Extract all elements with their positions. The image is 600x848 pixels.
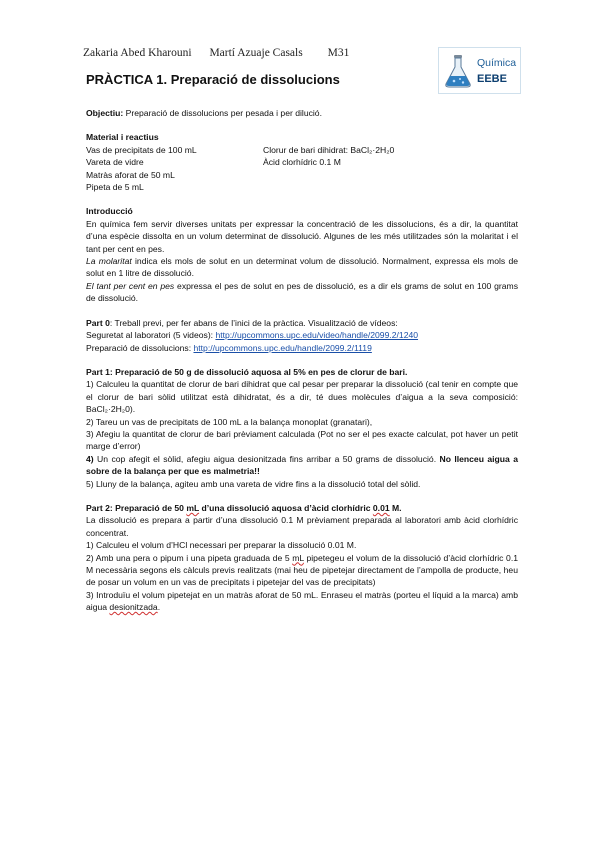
part2-step-2: 2) Amb una pera o pipum i una pipeta graduada de 5 mL pipetegeu el volum de la dissolució d’àcid clorhídric 0.1 M necessària segons els càlculs previs realitzats (mai heu de pipetejar directament de l’ampolla de producte, heu de posar un volum en un vas de precipitats i pipetejar del vas de precipitats) [86, 552, 519, 588]
part1-step-3: 3) Afegiu la quantitat de clorur de bari prèviament calculada (Pot no ser el pes exacte calculat, pot haver un petit marge d’error) [86, 428, 518, 452]
part1-heading: Part 1: Preparació de 50 g de dissolució aquosa al 5% en pes de clorur de bari. [86, 366, 408, 377]
part0-heading: Part 0: Treball previ, per fer abans de l’inici de la pràctica. Visualització de vídeos: [86, 317, 398, 328]
logo-text-eebe: EEBE [477, 73, 507, 85]
intro-heading: Introducció [86, 206, 133, 217]
intro-paragraph-1: En química fem servir diverses unitats per expressar la concentració de les dissolucions, és a dir, la quantitat d’una espècie dissolta en un volum determinat de dissolució. Algunes de les més utilitzades són la molaritat i el tant per cent en pes. [86, 218, 518, 254]
reagent-item: Àcid clorhídric 0.1 M [263, 157, 341, 168]
materials-heading: Material i reactius [86, 132, 159, 143]
material-item: Vareta de vidre [86, 157, 144, 168]
material-item: Vas de precipitats de 100 mL [86, 144, 197, 155]
intro-paragraph-3: El tant per cent en pes expressa el pes de solut en pes de dissolució, es a dir els grams de solut en 100 grams de dissolució. [86, 280, 518, 304]
part2-step-3: 3) Introduïu el volum pipetejat en un matràs aforat de 50 mL. Enraseu el matràs (porteu el líquid a la marca) amb aigua desionitzada. [86, 589, 518, 613]
part1-step-2: 2) Tareu un vas de precipitats de 100 mL a la balança monoplat (granatari), [86, 416, 373, 427]
materials-list [86, 144, 518, 194]
group-code: M31 [327, 47, 350, 59]
logo-text-quimica: Química [477, 57, 517, 69]
part1-step-1: 1) Calculeu la quantitat de clorur de bari dihidrat que cal pesar per preparar la dissolució (cal tenir en compte que el clorur de bari sòlid utilitzat està dihidratat, és a dir, té dues molècules d’aigua a la seva composició: BaCl₂·2H₂0). [86, 379, 518, 415]
part2-intro: La dissolució es prepara a partir d’una dissolució 0.1 M prèviament preparada al laboratori amb àcid clorhídric concentrat. [86, 515, 518, 538]
document-body [86, 107, 518, 614]
intro-paragraph-2: La molaritat indica els mols de solut en un determinat volum de dissolució. Normalment, expressa els mols de solut en 1 litre de dissolució. [86, 256, 518, 279]
prep-videos-link[interactable]: http://upcommons.upc.edu/handle/2099.2/1119 [193, 342, 372, 353]
part2-heading: Part 2: Preparació de 50 mL d’una dissolució aquosa d’àcid clorhídric 0.01 M. [86, 502, 402, 513]
part1-step-4: 4) Un cop afegit el sòlid, afegiu aigua desionitzada fins arribar a 50 grams de dissolució. No llenceu aigua a sobre de la balança per que es malmetria!! [86, 453, 518, 477]
author-line [83, 47, 349, 59]
part2-step-1: 1) Calculeu el volum d’HCl necessari per preparar la dissolució 0.01 M. [86, 540, 357, 551]
reagent-item: Clorur de bari dihidrat: BaCl₂·2H₂0 [263, 144, 395, 155]
page-title: PRÀCTICA 1. Preparació de dissolucions [86, 72, 340, 87]
safety-videos-link[interactable]: http://upcommons.upc.edu/video/handle/2099.2/1240 [215, 330, 419, 341]
quimica-eebe-logo [438, 47, 521, 94]
author-1: Zakaria Abed Kharouni [83, 47, 192, 59]
material-item: Pipeta de 5 mL [86, 182, 144, 193]
prep-videos: Preparació de dissolucions: http://upcommons.upc.edu/handle/2099.2/1119 [86, 342, 372, 353]
objective [86, 107, 518, 119]
part1-step-5: 5) Lluny de la balança, agiteu amb una vareta de vidre fins a la dissolució total del sòlid. [86, 478, 421, 489]
material-item: Matràs aforat de 50 mL [86, 169, 175, 180]
objective-label: Objectiu: [86, 108, 124, 118]
safety-videos: Seguretat al laboratori (5 videos): http://upcommons.upc.edu/video/handle/2099.2/1240 [86, 330, 419, 341]
objective-text: Preparació de dissolucions per pesada i per dilució. [123, 108, 322, 118]
flask-icon [443, 54, 473, 88]
author-2: Martí Azuaje Casals [209, 47, 303, 59]
